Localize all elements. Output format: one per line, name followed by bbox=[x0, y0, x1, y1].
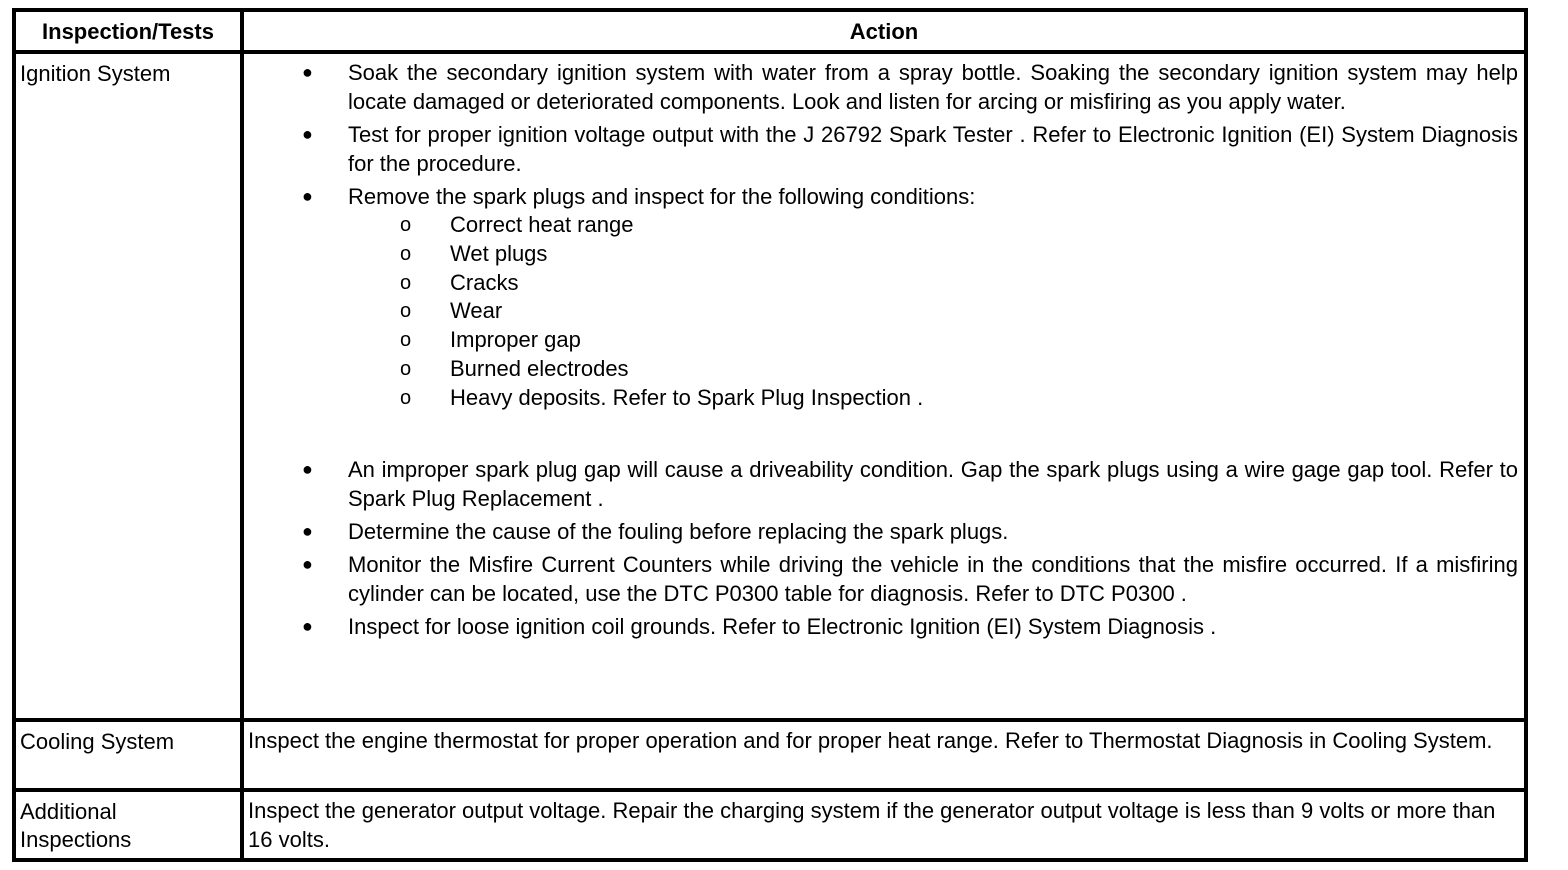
bullet-icon: ● bbox=[302, 62, 313, 82]
bullet-icon: ● bbox=[302, 186, 313, 206]
row-label-cooling: Cooling System bbox=[14, 720, 242, 790]
cooling-action: Inspect the engine thermostat for proper operation and for proper heat range. Refer to Thermostat Diagnosis in Cooling System. bbox=[242, 720, 1526, 790]
sub-item-text: Improper gap bbox=[450, 327, 581, 353]
sub-item-text: Correct heat range bbox=[450, 212, 634, 237]
row-label-ignition: Ignition System bbox=[14, 52, 242, 720]
sub-list-item bbox=[250, 211, 1518, 240]
list-item bbox=[250, 550, 1518, 608]
list-item bbox=[250, 455, 1518, 513]
header-row bbox=[14, 10, 1526, 52]
bullet-text: Soak the secondary ignition system with water from a spray bottle. Soaking the secondary ignition system may help locate damaged or deteriorated components. Look and listen for arcing or misfiring as you apply water. bbox=[348, 60, 1518, 114]
circle-bullet-icon: o bbox=[400, 329, 412, 352]
bullet-icon: ● bbox=[302, 615, 313, 636]
circle-bullet-icon: o bbox=[400, 271, 412, 294]
sub-list-item bbox=[250, 384, 1518, 413]
sub-list-item bbox=[250, 355, 1518, 384]
sub-item-text: Cracks bbox=[450, 269, 519, 295]
list-item bbox=[250, 120, 1518, 178]
ignition-actions bbox=[242, 52, 1526, 720]
bullet-icon: ● bbox=[302, 520, 313, 541]
sub-list-item bbox=[250, 269, 1518, 298]
sub-item-text: Wear bbox=[450, 298, 503, 324]
circle-bullet-icon: o bbox=[400, 300, 412, 323]
list-item bbox=[250, 517, 1518, 546]
list-item bbox=[250, 182, 1518, 211]
sub-list-item bbox=[250, 326, 1518, 355]
circle-bullet-icon: o bbox=[400, 357, 412, 380]
bullet-icon: ● bbox=[302, 124, 313, 144]
header-inspection-tests: Inspection/Tests bbox=[14, 10, 242, 52]
table-row bbox=[14, 52, 1526, 720]
bullet-text: Remove the spark plugs and inspect for the following conditions: bbox=[348, 184, 976, 209]
sub-list-item bbox=[250, 240, 1518, 269]
circle-bullet-icon: o bbox=[400, 214, 412, 236]
bullet-icon: ● bbox=[302, 553, 313, 574]
bullet-icon: ● bbox=[302, 458, 313, 479]
inspection-table bbox=[12, 8, 1528, 862]
additional-action: Inspect the generator output voltage. Repair the charging system if the generator output voltage is less than 9 volts or more than 16 volts. bbox=[242, 790, 1526, 860]
bullet-text: Inspect for loose ignition coil grounds. Refer to Electronic Ignition (EI) System Diagnosis . bbox=[348, 613, 1217, 639]
header-action: Action bbox=[242, 10, 1526, 52]
bullet-text: An improper spark plug gap will cause a driveability condition. Gap the spark plugs using a wire gage gap tool. Refer to Spark Plug Replacement . bbox=[348, 456, 1518, 511]
sub-list-item bbox=[250, 297, 1518, 326]
table-row bbox=[14, 720, 1526, 790]
table-row bbox=[14, 790, 1526, 860]
sub-item-text: Heavy deposits. Refer to Spark Plug Inspection . bbox=[450, 384, 924, 410]
circle-bullet-icon: o bbox=[400, 242, 412, 265]
list-item bbox=[250, 58, 1518, 116]
circle-bullet-icon: o bbox=[400, 386, 412, 409]
sub-item-text: Wet plugs bbox=[450, 240, 548, 266]
bullet-text: Determine the cause of the fouling before replacing the spark plugs. bbox=[348, 518, 1009, 544]
list-item bbox=[250, 612, 1518, 641]
sub-item-text: Burned electrodes bbox=[450, 355, 629, 381]
bullet-text: Test for proper ignition voltage output with the J 26792 Spark Tester . Refer to Electronic Ignition (EI) System Diagnosis for the procedure. bbox=[348, 122, 1518, 176]
bullet-text: Monitor the Misfire Current Counters while driving the vehicle in the conditions that the misfire occurred. If a misfiring cylinder can be located, use the DTC P0300 table for diagnosis. Refer to DTC P0300 . bbox=[348, 551, 1518, 606]
row-label-additional: Additional Inspections bbox=[14, 790, 242, 860]
spacer bbox=[250, 413, 1518, 455]
